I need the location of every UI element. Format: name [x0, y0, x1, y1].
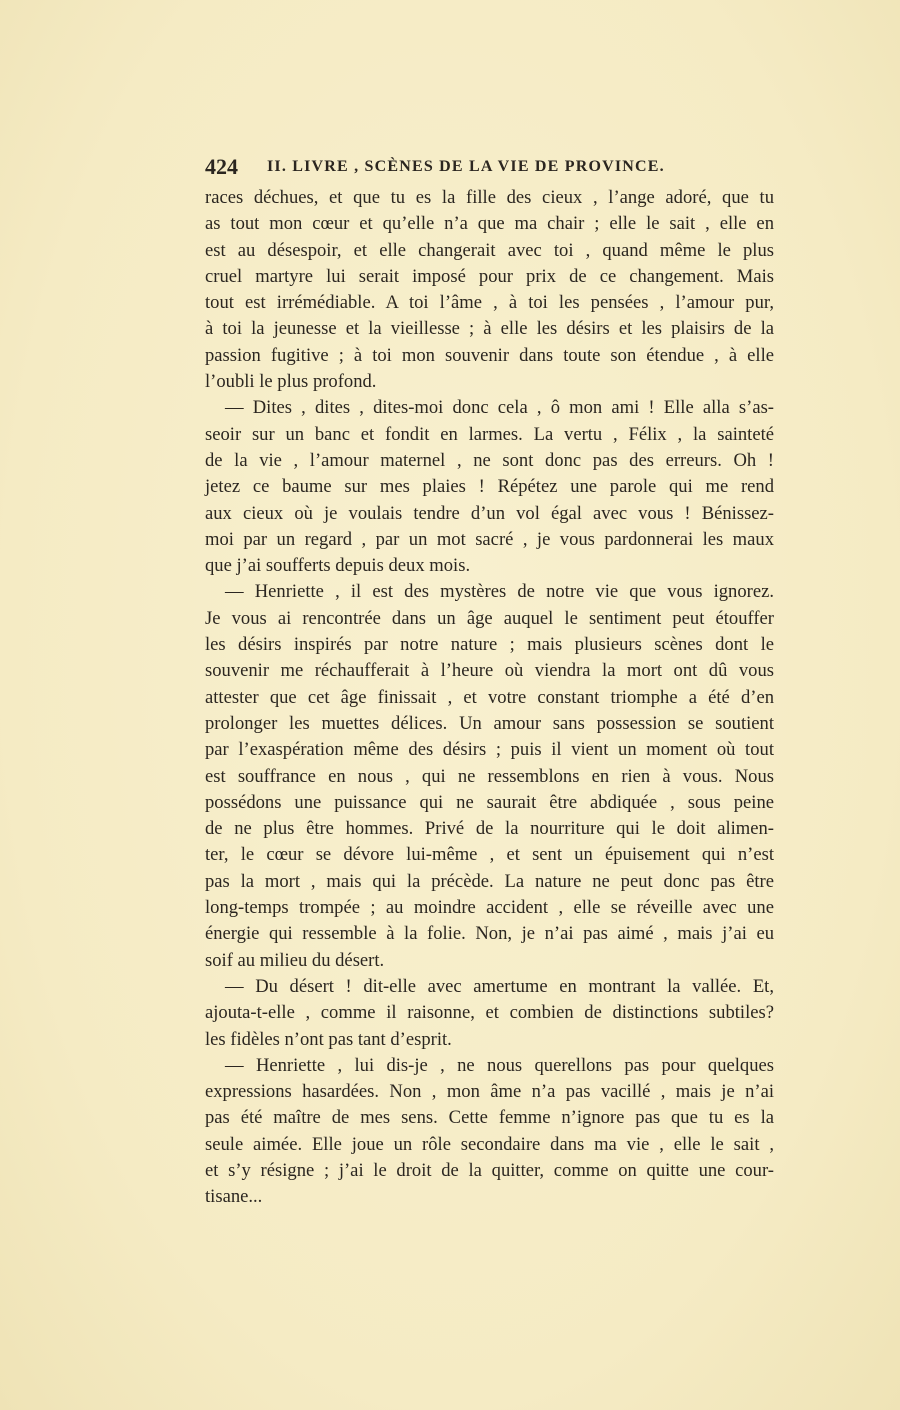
text-line: ajouta-t-elle , comme il raisonne, et combien de distinctions subtiles? — [205, 1002, 774, 1024]
running-title: II. LIVRE , SCÈNES DE LA VIE DE PROVINCE. — [267, 158, 665, 175]
text-line: tisane... — [205, 1186, 263, 1208]
text-line: prolonger les muettes délices. Un amour sans possession se soutient — [205, 712, 774, 734]
paragraph — [205, 395, 774, 579]
text-line: de la vie , l’amour maternel , ne sont donc pas des erreurs. Oh ! — [205, 449, 774, 471]
text-line: par l’exaspération même des désirs ; puis il vient un moment où tout — [205, 739, 774, 761]
text-line: les fidèles n’ont pas tant d’esprit. — [205, 1028, 452, 1050]
page-number: 424 — [205, 154, 238, 179]
text-line: passion fugitive ; à toi mon souvenir dans toute son étendue , à elle — [205, 344, 774, 366]
text-line: pas été maître de mes sens. Cette femme n’ignore pas que tu es la — [205, 1107, 774, 1129]
text-line: pas la mort , mais qui la précède. La nature ne peut donc pas être — [205, 870, 774, 892]
text-line: as tout mon cœur et qu’elle n’a que ma chair ; elle le sait , elle en — [205, 213, 774, 235]
text-line: que j’ai soufferts depuis deux mois. — [205, 555, 471, 577]
text-line: ter, le cœur se dévore lui-même , et sent un épuisement qui n’est — [205, 844, 774, 866]
text-line: expressions hasardées. Non , mon âme n’a pas vacillé , mais je n’ai — [205, 1081, 774, 1103]
text-line: Je vous ai rencontrée dans un âge auquel le sentiment peut étouffer — [205, 607, 774, 629]
text-line: l’oubli le plus profond. — [205, 371, 377, 393]
text-line: seule aimée. Elle joue un rôle secondaire dans ma vie , elle le sait , — [205, 1133, 774, 1155]
paragraph — [205, 1053, 774, 1211]
text-line: possédons une puissance qui ne saurait être abdiquée , sous peine — [205, 791, 774, 813]
text-line: — Henriette , il est des mystères de notre vie que vous ignorez. — [225, 581, 774, 603]
text-line: — Henriette , lui dis-je , ne nous querellons pas pour quelques — [225, 1054, 774, 1076]
text-line: soif au milieu du désert. — [205, 949, 385, 971]
text-line: cruel martyre lui serait imposé pour prix de ce changement. Mais — [205, 265, 774, 287]
text-line: races déchues, et que tu es la fille des cieux , l’ange adoré, que tu — [205, 187, 774, 208]
text-line: de ne plus être hommes. Privé de la nourriture qui le doit alimen- — [205, 818, 774, 840]
text-line: — Dites , dites , dites-moi donc cela , ô mon ami ! Elle alla s’as- — [225, 397, 774, 419]
text-line: est au désespoir, et elle changerait avec toi , quand même le plus — [205, 239, 774, 261]
text-line: moi par un regard , par un mot sacré , je vous pardonnerai les maux — [205, 528, 774, 550]
paragraph — [205, 579, 774, 973]
text-line: jetez ce baume sur mes plaies ! Répétez une parole qui me rend — [205, 476, 774, 498]
text-line: seoir sur un banc et fondit en larmes. La vertu , Félix , la sainteté — [205, 423, 774, 445]
running-header — [205, 154, 775, 182]
paragraph — [205, 974, 774, 1053]
text-line: est souffrance en nous , qui ne ressemblons en rien à vous. Nous — [205, 765, 774, 787]
text-line: attester que cet âge finissait , et votre constant triomphe a été d’en — [205, 686, 774, 708]
text-line: tout est irrémédiable. A toi l’âme , à toi les pensées , l’amour pur, — [205, 292, 774, 314]
text-line: long-temps trompée ; au moindre accident , elle se réveille avec une — [205, 897, 774, 919]
page-body — [205, 185, 774, 1211]
paragraph — [205, 185, 774, 395]
text-line: souvenir me réchaufferait à l’heure où viendra la mort ont dû vous — [205, 660, 774, 682]
text-line: — Du désert ! dit-elle avec amertume en montrant la vallée. Et, — [225, 975, 774, 997]
text-line: aux cieux où je voulais tendre d’un vol égal avec vous ! Bénissez- — [205, 502, 774, 524]
text-line: énergie qui ressemble à la folie. Non, je n’ai pas aimé , mais j’ai eu — [205, 923, 774, 945]
text-line: les désirs inspirés par notre nature ; mais plusieurs scènes dont le — [205, 634, 774, 656]
text-line: à toi la jeunesse et la vieillesse ; à elle les désirs et les plaisirs de la — [205, 318, 774, 340]
text-line: et s’y résigne ; j’ai le droit de la quitter, comme on quitte une cour- — [205, 1159, 774, 1181]
